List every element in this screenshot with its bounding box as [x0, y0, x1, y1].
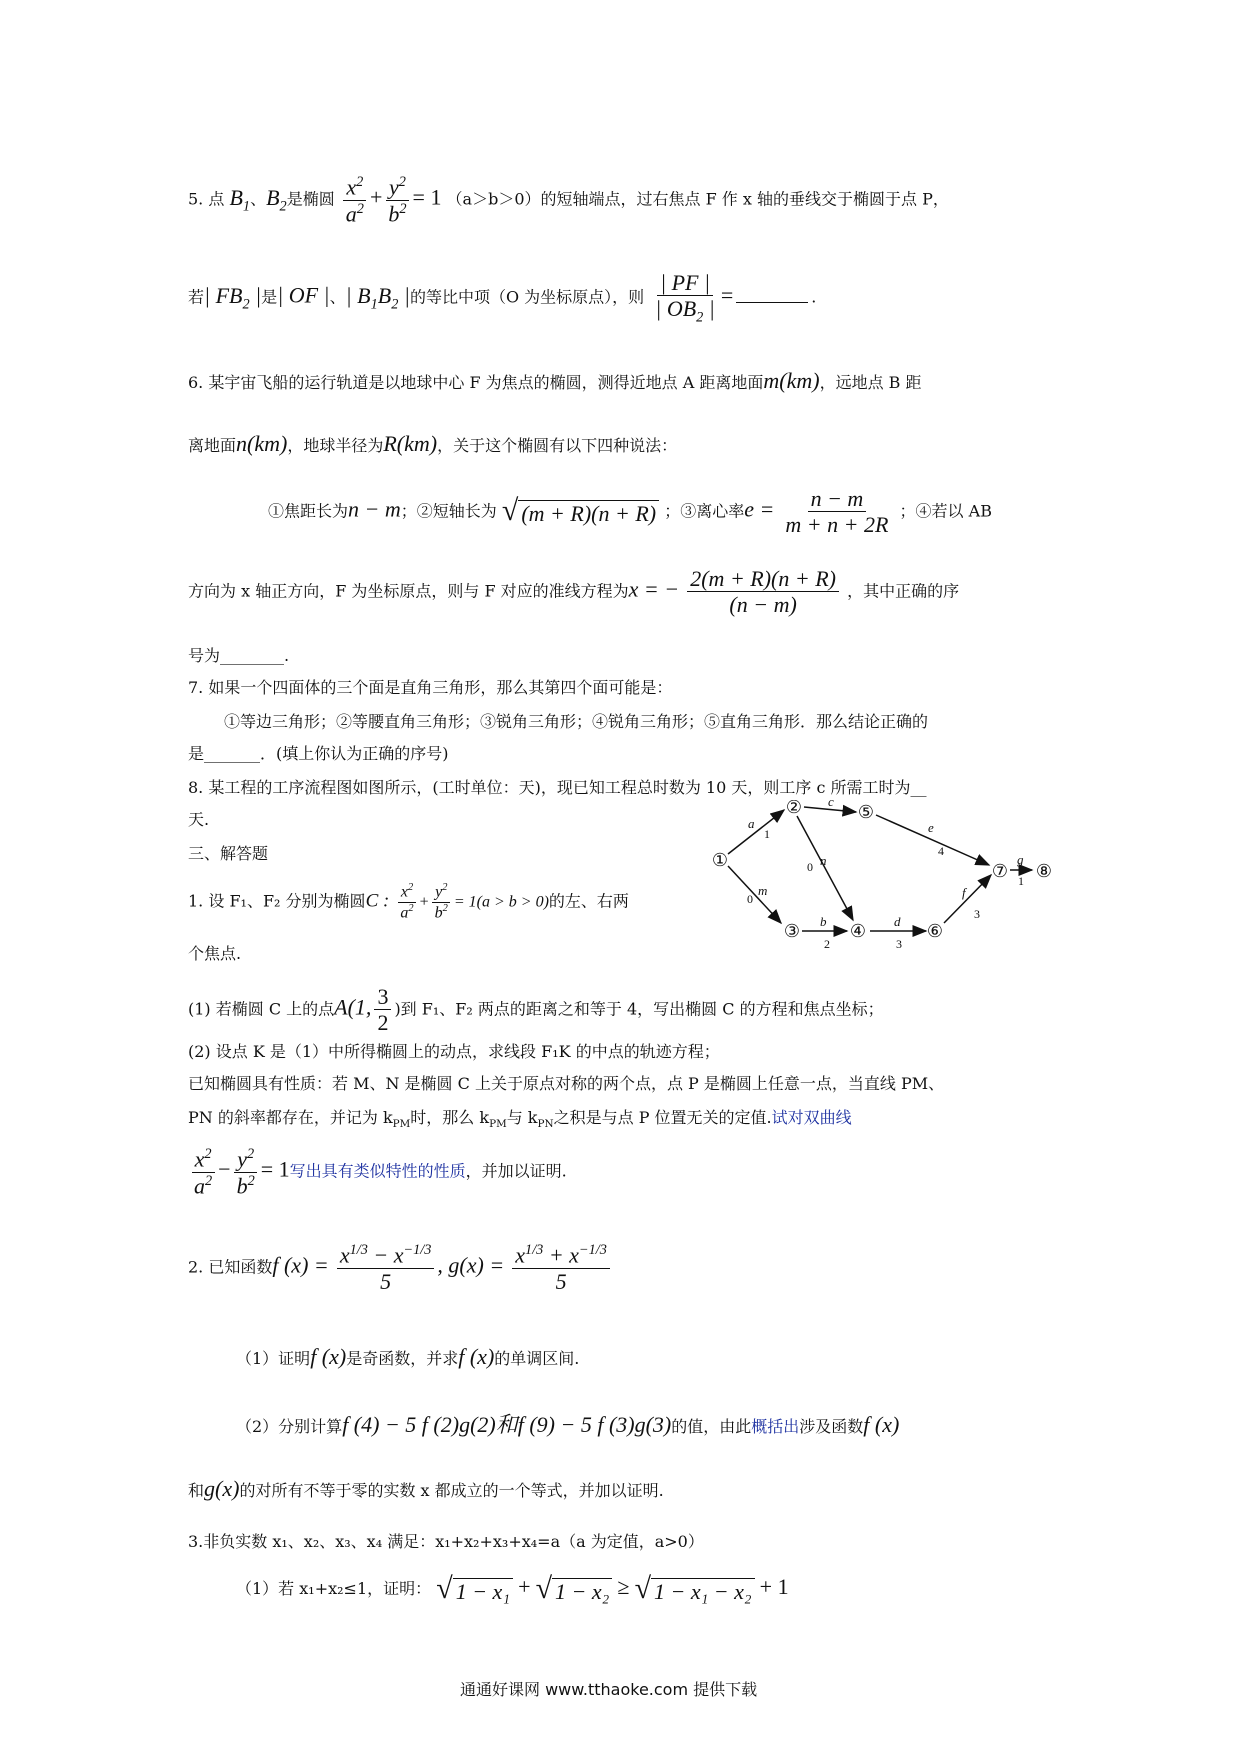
q6-options: ①焦距长为n − m；②短轴长为 √ (m + R)(n + R) ；③离心率e = $\frac{n - m}{m + n + 2R}$ ；④若以 AB: [268, 486, 992, 538]
node-8: ⑧: [1035, 861, 1053, 882]
p2-q2: （2）分别计算f (4) − 5 f (2)g(2)和f (9) − 5 f (3)g(3)的值，由此概括出涉及函数f (x): [236, 1412, 900, 1437]
p2-line1: 2. 已知函数f (x) = $\frac{x^{1/3} - x^{-1/3}}{5}$ , g(x) = $\frac{x^{1/3} + x^{-1/3}}{5}$: [188, 1242, 613, 1294]
label-e: e: [928, 820, 934, 835]
eccentricity-fraction: $\frac{n - m}{m + n + 2R}$: [785, 486, 889, 538]
edge-m: [728, 866, 781, 923]
q5-line2: 若| $FB_2$ |是| OF |、| $B_1B_2$ |的等比中项（O 为坐标原点），则 $\frac{| PF |}{| OB_2 |}$ = .: [188, 270, 817, 326]
p1-known1: 已知椭圆具有性质：若 M、N 是椭圆 C 上关于原点对称的两个点，点 P 是椭圆上任意一点，当直线 PM、: [188, 1074, 945, 1093]
q8-line1: 8. 某工程的工序流程图如图所示，(工时单位：天)，现已知工程总时数为 10 天，则工序 c 所需工时为__: [188, 778, 927, 797]
edge-n: [797, 816, 853, 920]
label-m: m: [758, 883, 768, 898]
directrix-fraction: $\frac{2(m + R)(n + R)}{(n - m)}$: [687, 566, 839, 618]
q7-line2: ①等边三角形；②等腰直角三角形；③锐角三角形；④锐角三角形；⑤直角三角形．那么结论正确的: [224, 712, 929, 731]
ellipse-x-term: $\frac{x^2}{a^2}$: [343, 174, 367, 226]
p1-line1: 1. 设 F₁、F₂ 分别为椭圆C : $\frac{x^2}{a^2}$ + $\frac{y^2}{b^2}$ = 1(a > b > 0)的左、右两: [188, 882, 629, 922]
process-flow-diagram: [706, 800, 1066, 970]
time-f: 3: [974, 907, 980, 921]
q5-line1: 5. 点 $B_1$、$B_2$是椭圆 $\frac{x^2}{a^2}$ + $\frac{y^2}{b^2}$ = 1 （a＞b＞0）的短轴端点，过右焦点 F 作 x 轴的垂线交于椭圆于点 P，: [188, 174, 949, 226]
p2-line3: 和g(x)的对所有不等于零的实数 x 都成立的一个等式，并加以证明.: [188, 1476, 664, 1501]
time-a: 1: [764, 827, 770, 841]
label-f: f: [962, 885, 966, 900]
answer-blank: [736, 301, 808, 303]
label-g: g: [1017, 852, 1024, 867]
q7-line1: 7. 如果一个四面体的三个面是直角三角形，那么其第四个面可能是：: [188, 678, 673, 697]
pf-ob2-fraction: $\frac{| PF |}{| OB_2 |}$: [655, 270, 715, 326]
label-n: n: [820, 853, 827, 868]
time-e: 4: [938, 844, 944, 858]
edge-a: [728, 810, 784, 854]
node-5: ⑤: [857, 802, 875, 823]
q6-line4: 方向为 x 轴正方向，F 为坐标原点，则与 F 对应的准线方程为x = − $\frac{2(m + R)(n + R)}{(n - m)}$ ，其中正确的序: [188, 566, 960, 618]
g-definition: $\frac{x^{1/3} + x^{-1/3}}{5}$: [512, 1242, 610, 1294]
p3-line1: 3.非负实数 x₁、x₂、x₃、x₄ 满足：x₁+x₂+x₃+x₄=a（a 为定值，a>0）: [188, 1532, 704, 1551]
label-a: a: [748, 816, 755, 831]
q7-line3: 是_______．(填上你认为正确的序号): [188, 744, 449, 763]
node-7: ⑦: [991, 861, 1009, 882]
p1-hyperbola: $\frac{x^2}{a^2}$ − $\frac{y^2}{b^2}$ = 1写出具有类似特性的性质，并加以证明.: [188, 1146, 567, 1198]
q6-line5: 号为________.: [188, 646, 290, 665]
node-3: ③: [783, 921, 801, 942]
ellipse-y-term: $\frac{y^2}{b^2}$: [385, 174, 409, 226]
label-b: b: [820, 914, 827, 929]
label-c: c: [828, 800, 834, 809]
p2-q1: （1）证明f (x)是奇函数，并求f (x)的单调区间.: [236, 1344, 580, 1369]
q8-line2: 天.: [188, 810, 210, 829]
hyperbola-link-text: 试对双曲线: [771, 1108, 852, 1127]
section3-title: 三、解答题: [188, 844, 269, 863]
node-1: ①: [711, 850, 729, 871]
p1-known2: PN 的斜率都存在，并记为 $k_{PM}$时，那么 $k_{PM}$与 $k_{PN}$之积是与点 P 位置无关的定值.试对双曲线: [188, 1108, 852, 1131]
node-2: ②: [785, 800, 803, 818]
page-footer: 通通好课网 www.tthaoke.com 提供下载: [460, 1680, 758, 1699]
time-b: 2: [824, 937, 830, 951]
time-d: 3: [896, 937, 902, 951]
time-n: 0: [807, 860, 813, 874]
time-m: 0: [747, 892, 753, 906]
edge-f: [944, 875, 991, 923]
p1-q1: (1) 若椭圆 C 上的点A(1, $\frac{3}{2}$ )到 F₁、F₂ 两点的距离之和等于 4，写出椭圆 C 的方程和焦点坐标；: [188, 984, 884, 1036]
f-definition: $\frac{x^{1/3} - x^{-1/3}}{5}$: [337, 1242, 435, 1294]
node-4: ④: [849, 921, 867, 942]
q6-line2: 离地面n(km)，地球半径为R(km)，关于这个椭圆有以下四种说法：: [188, 431, 678, 456]
q6-line1: 6. 某宇宙飞船的运行轨道是以地球中心 F 为焦点的椭圆，测得近地点 A 距离地面m(km)，远地点 B 距: [188, 368, 922, 393]
sqrt-expression: √ (m + R)(n + R): [502, 496, 659, 527]
p1-q2: (2) 设点 K 是（1）中所得椭圆上的动点，求线段 F₁K 的中点的轨迹方程；: [188, 1042, 720, 1061]
time-g: 1: [1018, 874, 1024, 888]
p3-q1: （1）若 x₁+x₂≤1，证明： √ 1 − x₁ + √ 1 − x₂ ≥ √ 1 − x₁ − x₂ + 1: [236, 1572, 789, 1605]
label-d: d: [894, 914, 901, 929]
p1-line2: 个焦点.: [188, 944, 242, 963]
node-6: ⑥: [926, 921, 944, 942]
